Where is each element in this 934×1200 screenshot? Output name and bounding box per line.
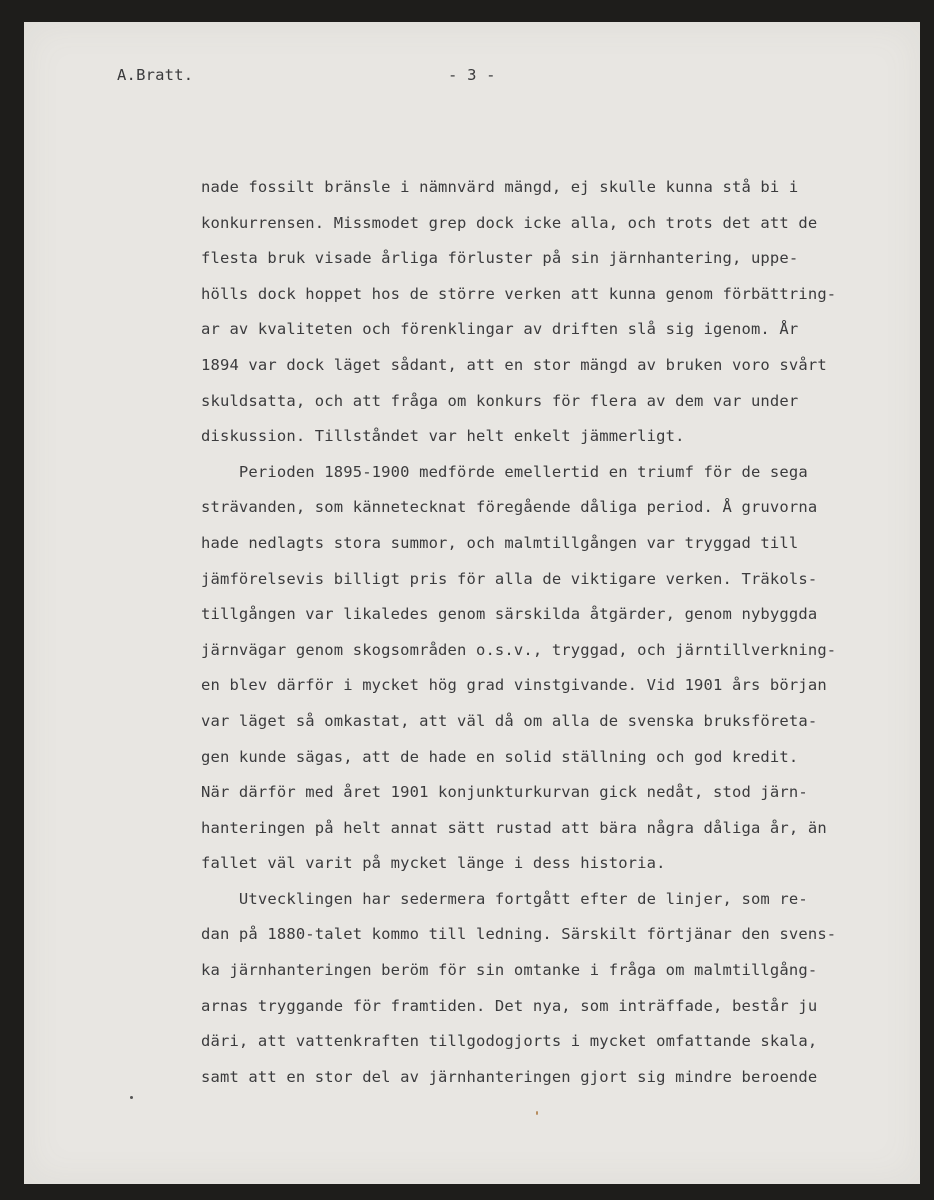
text-line: jämförelsevis billigt pris för alla de viktigare verken. Träkols- <box>201 569 818 588</box>
text-line: ka järnhanteringen beröm för sin omtanke i fråga om malmtillgång- <box>201 961 818 980</box>
text-line: hanteringen på helt annat sätt rustad att bära några dåliga år, än <box>201 818 827 837</box>
document-page <box>24 22 920 1184</box>
text-line: strävanden, som kännetecknat föregående dåliga period. Å gruvorna <box>201 498 818 517</box>
text-line: arnas tryggande för framtiden. Det nya, som inträffade, består ju <box>201 996 818 1015</box>
body-text <box>201 170 901 1095</box>
text-line: ar av kvaliteten och förenklingar av driften slå sig igenom. År <box>201 320 799 339</box>
text-line: 1894 var dock läget sådant, att en stor mängd av bruken voro svårt <box>201 355 827 374</box>
text-line: nade fossilt bränsle i nämnvärd mängd, ej skulle kunna stå bi i <box>201 178 799 196</box>
text-line: gen kunde sägas, att de hade en solid ställning och god kredit. <box>201 747 799 766</box>
text-line: tillgången var likaledes genom särskilda åtgärder, genom nybyggda <box>201 605 818 624</box>
text-line: samt att en stor del av järnhanteringen gjort sig mindre beroende <box>201 1067 818 1086</box>
text-line: hade nedlagts stora summor, och malmtillgången var tryggad till <box>201 533 799 552</box>
text-line: diskussion. Tillståndet var helt enkelt jämmerligt. <box>201 427 685 446</box>
text-line: konkurrensen. Missmodet grep dock icke alla, och trots det att de <box>201 213 818 232</box>
author-header: A.Bratt. <box>117 66 194 84</box>
text-line: flesta bruk visade årliga förluster på sin järnhantering, uppe- <box>201 249 799 268</box>
text-line: var läget så omkastat, att väl då om alla de svenska bruksföreta- <box>201 711 818 730</box>
text-line: däri, att vattenkraften tillgodogjorts i mycket omfattande skala, <box>201 1032 818 1051</box>
page-number: - 3 - <box>448 66 496 84</box>
text-line: När därför med året 1901 konjunkturkurvan gick nedåt, stod järn- <box>201 783 808 802</box>
text-line: Utvecklingen har sedermera fortgått efter de linjer, som re- <box>201 889 808 908</box>
text-line: järnvägar genom skogsområden o.s.v., tryggad, och järntillverkning- <box>201 640 837 659</box>
paper-speck <box>536 1111 538 1115</box>
paper-speck <box>130 1096 133 1099</box>
text-line: dan på 1880-talet kommo till ledning. Särskilt förtjänar den svens- <box>201 925 837 944</box>
text-line: en blev därför i mycket hög grad vinstgivande. Vid 1901 års början <box>201 676 827 695</box>
text-line: fallet väl varit på mycket länge i dess historia. <box>201 854 666 873</box>
text-line: Perioden 1895-1900 medförde emellertid en triumf för de sega <box>201 462 808 481</box>
text-line: skuldsatta, och att fråga om konkurs för flera av dem var under <box>201 391 799 410</box>
text-line: hölls dock hoppet hos de större verken att kunna genom förbättring- <box>201 284 837 303</box>
